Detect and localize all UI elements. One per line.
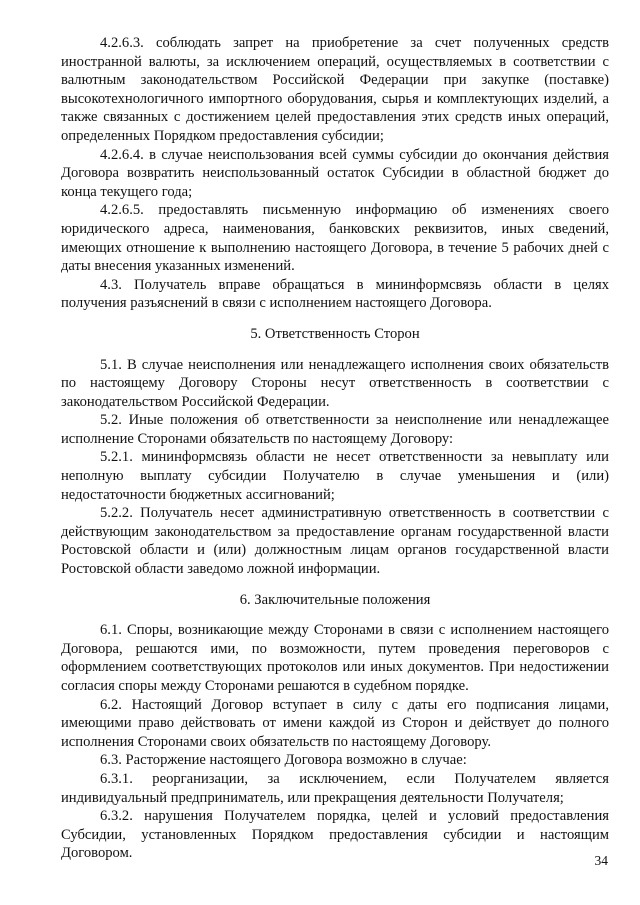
clause-5-1: 5.1. В случае неисполнения или ненадлежащего исполнения своих обязательств по настоящему Договору Стороны несут ответственность в соответствии с законодательством Российской Федерации.: [61, 356, 609, 410]
clause-5-2: 5.2. Иные положения об ответственности за неисполнение или ненадлежащее исполнение Сторонами обязательств по настоящему Договору:: [61, 412, 609, 447]
clause-4-3: 4.3. Получатель вправе обращаться в мининформсвязь области в целях получения разъяснений в связи с исполнением настоящего Договора.: [61, 276, 609, 312]
clause-6-3-2: 6.3.2. нарушения Получателем порядка, целей и условий предоставления Субсидии, установленных Порядком предоставления субсидии и настоящим Договором.: [61, 808, 609, 862]
clause-4-2-6-5: 4.2.6.5. предоставлять письменную информацию об изменениях своего юридического адреса, наименования, банковских реквизитов, иных сведений, имеющих отношение к выполнению настоящего Договора, в течение 5 рабочих дней с даты внесения указанных изменений.: [61, 202, 609, 275]
clause-6-3-1: 6.3.1. реорганизации, за исключением, если Получателем является индивидуальный предприниматель, или прекращения деятельности Получателя;: [61, 770, 609, 806]
clause-5-2-2: 5.2.2. Получатель несет административную ответственность в соответствии с действующим законодательством за предоставление органам государственной власти Ростовской области и (или) должностным лицам органов государственной власти Ростовской области заведомо ложной информации.: [61, 505, 609, 578]
clause-6-1: 6.1. Споры, возникающие между Сторонами в связи с исполнением настоящего Договора, решаются ими, по возможности, путем проведения переговоров с оформлением соответствующих протоколов или иных документов. При недостижении согласия споры между Сторонами решаются в судебном порядке.: [61, 622, 609, 694]
page-number: 34: [594, 853, 608, 868]
document-page: [61, 34, 609, 863]
clause-4-2-6-3: 4.2.6.3. соблюдать запрет на приобретение за счет полученных средств иностранной валюты, за исключением операций, осуществляемых в соответствии с валютным законодательством Российской Федерации при закупке (поставке) высокотехнологичного импортного оборудования, сырья и комплектующих изделий, а также связанных с достижением целей предоставления этих средств иных операций, определенных Порядком предоставления субсидии;: [61, 35, 609, 144]
section-6-title: 6. Заключительные положения: [239, 591, 431, 608]
clause-4-2-6-4: 4.2.6.4. в случае неиспользования всей суммы субсидии до окончания действия Договора возвратить неиспользованный остаток Субсидии в областной бюджет до конца текущего года;: [61, 146, 609, 200]
section-5-title: 5. Ответственность Сторон: [250, 325, 420, 342]
clause-6-3: 6.3. Расторжение настоящего Договора возможно в случае:: [100, 752, 467, 769]
clause-5-2-1: 5.2.1. мининформсвязь области не несет ответственности за невыплату или неполную выплату субсидии Получателю в случае уменьшения и (или) недостаточности бюджетных ассигнований;: [61, 449, 609, 503]
clause-6-2: 6.2. Настоящий Договор вступает в силу с даты его подписания лицами, имеющими право действовать от имени каждой из Сторон и действует до полного исполнения Сторонами своих обязательств по настоящему Договору.: [61, 696, 609, 750]
